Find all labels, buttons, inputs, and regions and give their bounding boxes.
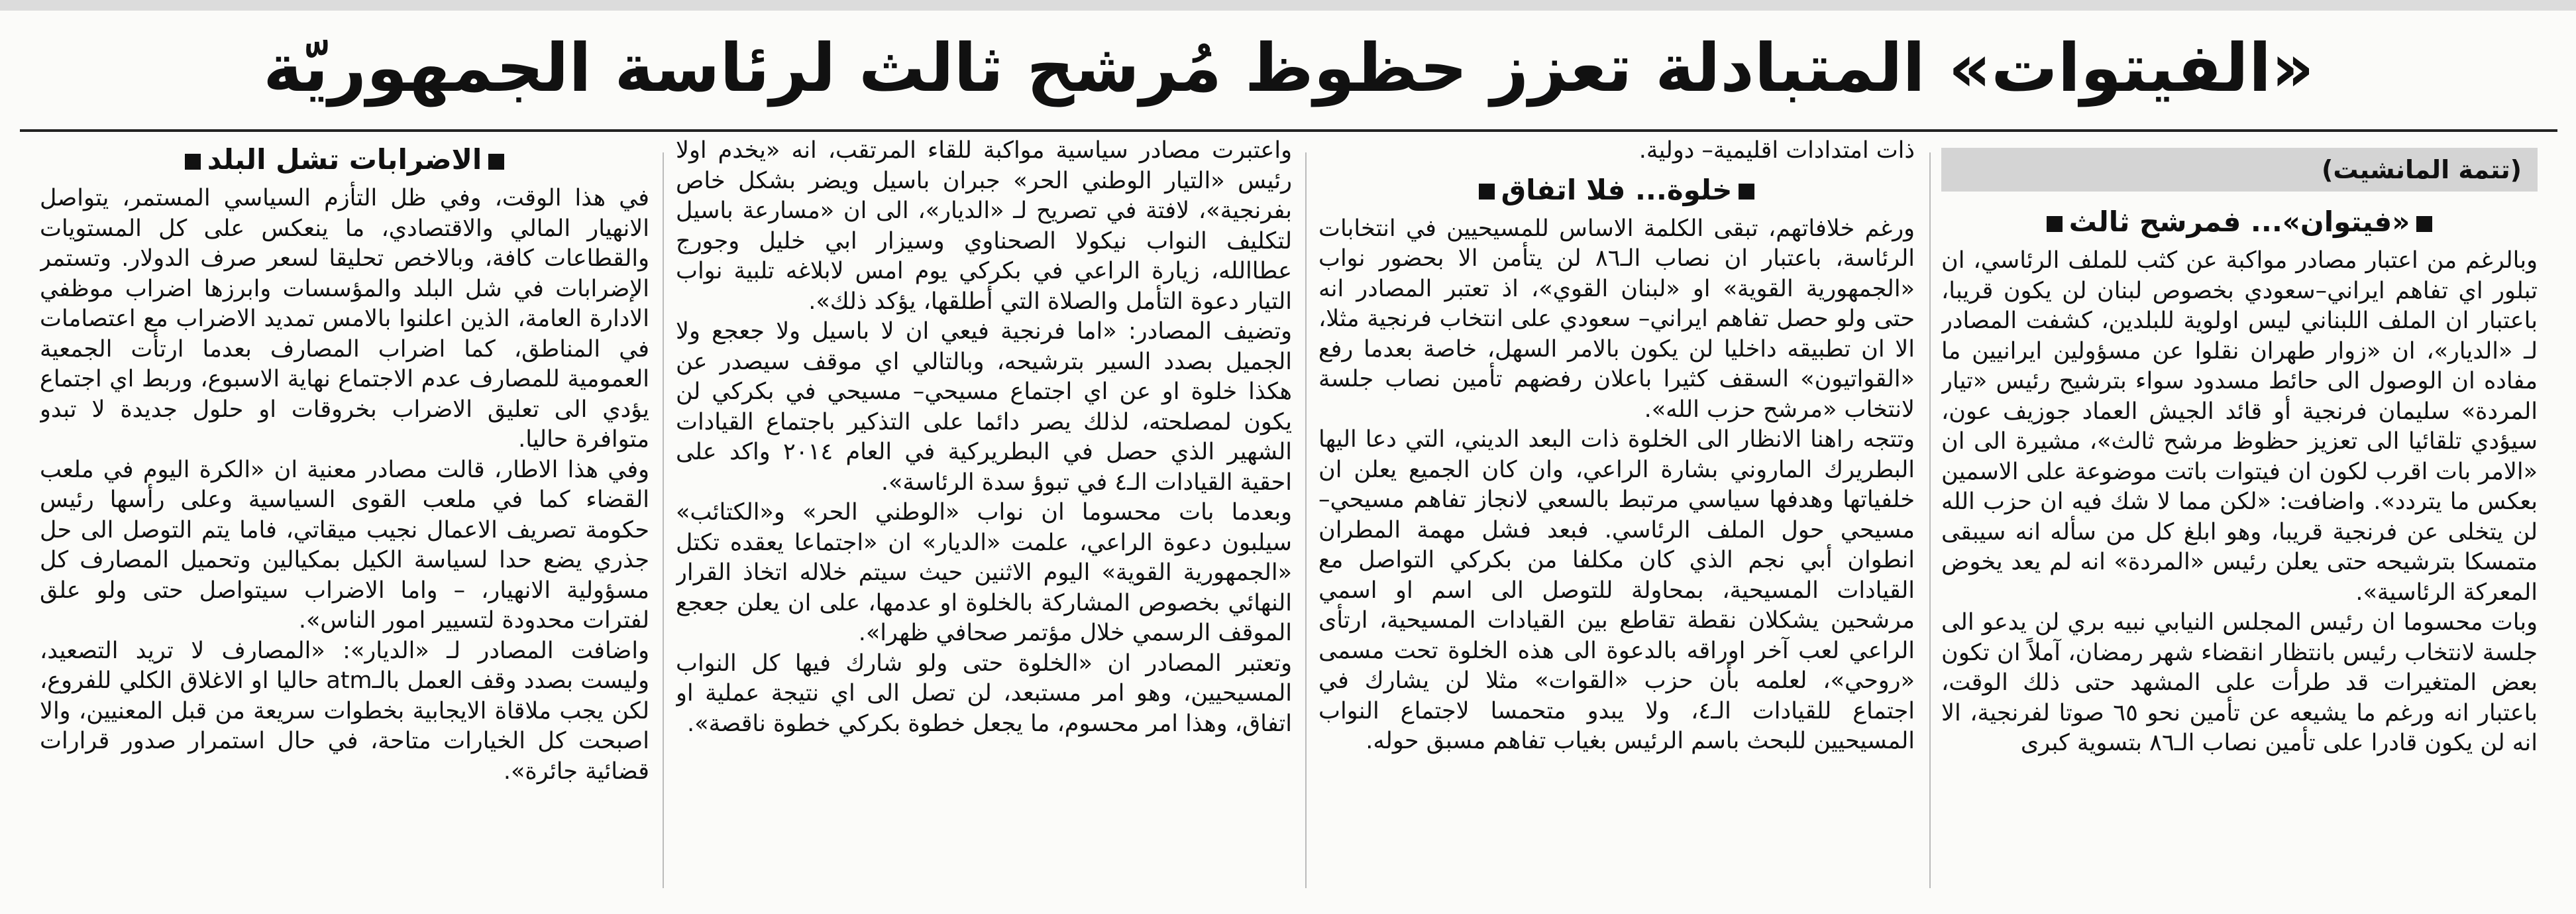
paragraph: ورغم خلافاتهم، تبقى الكلمة الاساس للمسيحيين في انتخابات الرئاسة، باعتبار ان نصاب الـ٨٦ لن يتأمن الا بحضور نواب «الجمهورية القوية» او «لبنان القوي»، اذ تعتبر المصادر انه حتى ولو حصل تفاهم ايراني– سعودي على انتخاب فرنجية مثلا، الا ان تطبيقه داخليا لن يكون بالامر السهل، خاصة بعدما رفع «القواتيون» السقف كثيرا باعلان رفضهم تأمين نصاب جلسة لانتخاب «مرشح حزب الله». — [1318, 215, 1915, 423]
paragraph: واضافت المصادر لـ «الديار»: «المصارف لا تريد التصعيد، وليست بصدد وقف العمل بالـatm حاليا او الاغلاق الكلي للفروع، لكن يجب ملاقاة الايجابية بخطوات سريعة من قبل المعنيين، والا اصبحت كل الخيارات متاحة، في حال استمرار صدور قرارات قضائية جائرة». — [40, 637, 649, 785]
column-divider — [1929, 152, 1931, 888]
paragraph: في هذا الوقت، وفي ظل التأزم السياسي المستمر، يتواصل الانهيار المالي والاقتصادي، ما ينعكس على كل المستويات والقطاعات كافة، وبالاخص تحليقا لسعر صرف الدولار. وتستمر الإضرابات في شل البلد والمؤسسات وابرزها اضراب موظفي الادارة العامة، الذين اعلنوا بالامس تمديد الاضراب مع اعتصامات في المناطق، كما اضراب المصارف بعدما ارتأت الجمعية العمومية للمصارف عدم الاجتماع نهاية الاسبوع، وربط اي اجتماع يؤدي الى تعليق الاضراب بخروقات او حلول جديدة لا تبدو متوافرة حاليا. — [40, 185, 649, 453]
square-bullet-icon — [2047, 216, 2063, 232]
square-bullet-icon — [2416, 216, 2432, 232]
column-3 — [676, 136, 1292, 905]
column-2 — [1318, 136, 1915, 905]
square-bullet-icon — [1479, 184, 1495, 200]
subheading-text: الاضرابات تشل البلد — [207, 143, 482, 176]
column-4 — [40, 136, 649, 905]
column-divider — [1305, 152, 1307, 888]
subheading-text: «فيتوان»... فمرشح ثالث — [2068, 205, 2410, 238]
paragraph: وتعتبر المصادر ان «الخلوة حتى ولو شارك فيها كل النواب المسيحيين، وهو امر مستبعد، لن تصل الى اي نتيجة عملية او اتفاق، وهذا امر محسوم، ما يجعل خطوة بكركي خطوة ناقصة». — [676, 650, 1292, 737]
subheading — [1941, 202, 2538, 242]
square-bullet-icon — [1739, 184, 1754, 200]
page-headline: «الفيتوات» المتبادلة تعزز حظوظ مُرشح ثالث لرئاسة الجمهوريّة — [263, 29, 2314, 107]
section-kicker: (تتمة المانشيت) — [1941, 148, 2538, 192]
top-strip — [0, 0, 2576, 11]
paragraph: ذات امتدادات اقليمية– دولية. — [1638, 137, 1915, 164]
paragraph: وتتجه راهنا الانظار الى الخلوة ذات البعد الديني، التي دعا اليها البطريرك الماروني بشارة الراعي، وان كان الجميع يعلن ان خلفياتها وهدفها سياسي مرتبط بالسعي لانجاز تفاهم مسيحي– مسيحي حول الملف الرئاسي. فبعد فشل مهمة المطران انطوان أبي نجم الذي كان مكلفا من بكركي التواصل مع القيادات المسيحية، بمحاولة للتوصل الى اسم او اسمي مرشحين يشكلان نقطة تقاطع بين القيادات المسيحية، ارتأى الراعي لعب آخر اوراقه بالدعوة الى هذه الخلوة تحت مسمى «روحي»، لعلمه بأن حزب «القوات» مثلا لن يشارك في اجتماع للقيادات الـ٤، ولا يبدو متحمسا لاجتماع النواب المسيحيين للبحث باسم الرئيس بغياب تفاهم مسبق حوله. — [1318, 426, 1915, 754]
paragraph: وبالرغم من اعتبار مصادر مواكبة عن كثب للملف الرئاسي، ان تبلور اي تفاهم ايراني–سعودي بخصوص لبنان لن يكون قريبا، باعتبار ان الملف اللبناني ليس اولوية للبلدين، كشفت المصادر لـ «الديار»، ان «زوار طهران نقلوا عن مسؤولين ايرانيين ما مفاده ان الوصول الى حائط مسدود سواء بترشيح رئيس «تيار المردة» سليمان فرنجية أو قائد الجيش العماد جوزيف عون، سيؤدي تلقائيا الى تعزيز حظوظ مرشح ثالث»، مشيرة الى ان «الامر بات اقرب لكون ان فيتوات باتت موضوعة على الاسمين بعكس ما يتردد». واضافت: «لكن مما لا شك فيه ان حزب الله لن يتخلى عن فرنجية قريبا، وهو ابلغ كل من سأله انه سيبقى متمسكا بترشيحه حتى يعلن رئيس «المردة» انه لم يعد يخوض المعركة الرئاسية». — [1941, 247, 2538, 606]
paragraph: وبات محسوما ان رئيس المجلس النيابي نبيه بري لن يدعو الى جلسة لانتخاب رئيس بانتظار انقضاء شهر رمضان، آملاً ان تكون بعض المتغيرات قد طرأت على المشهد حتى ذلك الوقت، باعتبار انه ورغم ما يشيعه عن تأمين نحو ٦٥ صوتا لفرنجية، الا انه لن يكون قادرا على تأمين نصاب الـ٨٦ بتسوية كبرى — [1941, 609, 2538, 756]
square-bullet-icon — [488, 154, 504, 170]
paragraph: واعتبرت مصادر سياسية مواكبة للقاء المرتقب، انه «يخدم اولا رئيس «التيار الوطني الحر» جبران باسيل ويضر بشكل خاص بفرنجية»، لافتة في تصريح لـ «الديار»، الى ان «مسارعة باسيل لتكليف النواب نيكولا الصحناوي وسيزار ابي خليل وجورج عطاالله، زيارة الراعي في بكركي يوم امس لابلاغه تلبية نواب التيار دعوة التأمل والصلاة التي أطلقها، يؤكد ذلك». — [676, 137, 1292, 315]
square-bullet-icon — [185, 154, 201, 170]
paragraph: وبعدما بات محسوما ان نواب «الوطني الحر» و«الكتائب» سيلبون دعوة الراعي، علمت «الديار» ان «اجتماعا يعقده تكتل «الجمهورية القوية» اليوم الاثنين حيث سيتم خلاله اتخاذ القرار النهائي بخصوص المشاركة بالخلوة او عدمها، على ان يعلن جعجع الموقف الرسمي خلال مؤتمر صحافي ظهرا». — [676, 499, 1292, 646]
column-divider — [663, 152, 664, 888]
column-1 — [1941, 136, 2538, 905]
subheading — [40, 140, 649, 180]
headline-rule — [20, 129, 2557, 132]
subheading — [1318, 170, 1915, 210]
subheading-text: خلوة... فلا اتفاق — [1501, 173, 1733, 206]
paragraph: وفي هذا الاطار، قالت مصادر معنية ان «الكرة اليوم في ملعب القضاء كما في ملعب القوى السياسية وعلى رأسها رئيس حكومة تصريف الاعمال نجيب ميقاتي، فاما يتم التوصل الى حل جذري يضع حدا لسياسة الكيل بمكيالين وتحميل المصارف كل مسؤولية الانهيار، – واما الاضراب سيتواصل حتى ولو علق لفترات محدودة لتسيير امور الناس». — [40, 456, 649, 634]
paragraph: وتضيف المصادر: «اما فرنجية فيعي ان لا باسيل ولا جعجع ولا الجميل بصدد السير بترشيحه، وبالتالي اي موقف سيصدر عن هكذا خلوة او عن اي اجتماع مسيحي– مسيحي في بكركي لن يكون لمصلحته، لذلك يصر دائما على التذكير باجتماع القيادات الشهير الذي حصل في البطريركية في العام ٢٠١٤ واكد على احقية القيادات الـ٤ في تبوؤ سدة الرئاسة». — [676, 318, 1292, 496]
